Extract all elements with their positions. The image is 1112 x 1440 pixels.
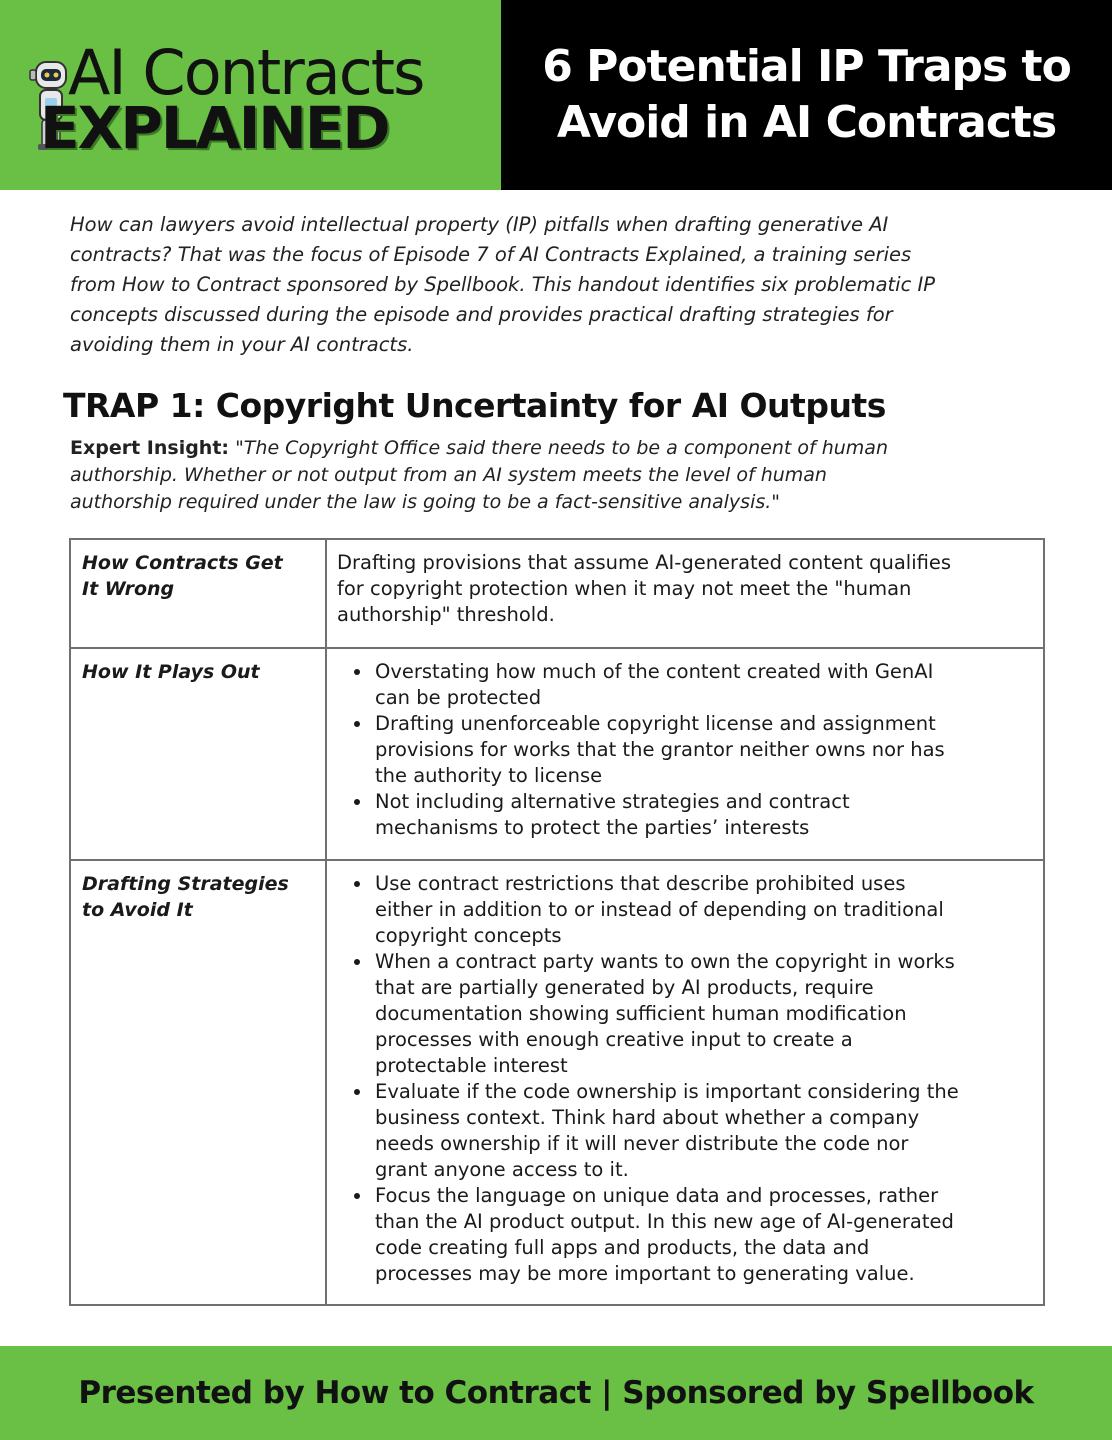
intro-line: concepts discussed during the episode and provides practical drafting strategies for: [70, 303, 893, 326]
header-title-panel: [501, 0, 1112, 190]
expert-insight-quote-line: "The Copyright Office said there needs to be a component of human: [235, 437, 888, 459]
bullet-line: protectable interest: [375, 1054, 568, 1077]
bullet-line: that are partially generated by AI products, require: [375, 976, 874, 999]
bullet-icon: [354, 881, 360, 887]
intro-paragraph: [70, 210, 1060, 360]
bullet-line: When a contract party wants to own the copyright in works: [375, 950, 955, 973]
bullet-icon: [354, 1089, 360, 1095]
bullet-line: than the AI product output. In this new age of AI-generated: [375, 1210, 954, 1233]
bullet-line: business context. Think hard about whether a company: [375, 1106, 920, 1129]
bullet-icon: [354, 799, 360, 805]
row-label-line: How It Plays Out: [82, 661, 260, 683]
row-content: [326, 539, 1044, 648]
bullet-line: Drafting unenforceable copyright license and assignment: [375, 712, 936, 735]
list-item: [337, 1183, 1033, 1287]
row-text-line: authorship" threshold.: [337, 603, 555, 626]
bullet-list: [337, 871, 1033, 1287]
bullet-line: processes may be more important to generating value.: [375, 1262, 915, 1285]
row-content: [326, 648, 1044, 860]
bullet-icon: [354, 721, 360, 727]
list-item: [337, 949, 1033, 1079]
bullet-line: can be protected: [375, 686, 542, 709]
expert-insight-label: Expert Insight:: [70, 437, 230, 459]
bullet-line: Focus the language on unique data and processes, rather: [375, 1184, 939, 1207]
bullet-line: grant anyone access to it.: [375, 1158, 629, 1181]
row-label-line: It Wrong: [82, 578, 175, 600]
table-row: [70, 860, 1044, 1305]
expert-insight: [70, 435, 1060, 516]
list-item: [337, 871, 1033, 949]
footer-banner: [0, 1346, 1112, 1440]
row-label: [70, 539, 326, 648]
list-item: [337, 1079, 1033, 1183]
bullet-line: copyright concepts: [375, 924, 562, 947]
trap-heading: TRAP 1: Copyright Uncertainty for AI Outputs: [63, 386, 886, 425]
bullet-line: either in addition to or instead of depending on traditional: [375, 898, 944, 921]
bullet-line: mechanisms to protect the parties’ interests: [375, 816, 810, 839]
bullet-line: the authority to license: [375, 764, 603, 787]
list-item: [337, 789, 1033, 841]
table-row: [70, 648, 1044, 860]
expert-insight-quote-line: authorship required under the law is going to be a fact-sensitive analysis.": [70, 491, 781, 513]
row-label: [70, 860, 326, 1305]
bullet-list: [337, 659, 1033, 841]
header-banner: [0, 0, 1112, 190]
bullet-icon: [354, 669, 360, 675]
logo-panel: [0, 0, 501, 190]
bullet-icon: [354, 1193, 360, 1199]
row-text-line: for copyright protection when it may not meet the "human: [337, 577, 912, 600]
logo-title-bottom: EXPLAINED: [40, 94, 389, 162]
intro-line: How can lawyers avoid intellectual property (IP) pitfalls when drafting generative AI: [70, 213, 889, 236]
bullet-line: Evaluate if the code ownership is important considering the: [375, 1080, 959, 1103]
row-label-line: Drafting Strategies: [82, 873, 289, 895]
intro-line: contracts? That was the focus of Episode 7 of AI Contracts Explained, a training series: [70, 243, 912, 266]
trap-table: [69, 538, 1045, 1306]
header-title-line-1: 6 Potential IP Traps to: [542, 41, 1071, 92]
list-item: [337, 659, 1033, 711]
bullet-line: Not including alternative strategies and contract: [375, 790, 850, 813]
bullet-line: code creating full apps and products, the data and: [375, 1236, 870, 1259]
bullet-line: Use contract restrictions that describe prohibited uses: [375, 872, 906, 895]
bullet-line: processes with enough creative input to create a: [375, 1028, 853, 1051]
row-label-line: How Contracts Get: [82, 552, 283, 574]
intro-line: avoiding them in your AI contracts.: [70, 333, 414, 356]
expert-insight-quote-line: authorship. Whether or not output from an AI system meets the level of human: [70, 464, 827, 486]
list-item: [337, 711, 1033, 789]
bullet-line: needs ownership if it will never distribute the code nor: [375, 1132, 909, 1155]
intro-line: from How to Contract sponsored by Spellbook. This handout identifies six problematic IP: [70, 273, 936, 296]
row-text-line: Drafting provisions that assume AI-generated content qualifies: [337, 551, 952, 574]
footer-credit: Presented by How to Contract | Sponsored by Spellbook: [78, 1375, 1034, 1411]
header-title-line-2: Avoid in AI Contracts: [556, 97, 1057, 148]
bullet-line: provisions for works that the grantor neither owns nor has: [375, 738, 945, 761]
logo-title-top: AI Contracts: [68, 36, 424, 109]
table-row: [70, 539, 1044, 648]
bullet-line: documentation showing sufficient human modification: [375, 1002, 907, 1025]
row-label-line: to Avoid It: [82, 899, 193, 921]
row-label: [70, 648, 326, 860]
bullet-line: Overstating how much of the content created with GenAI: [375, 660, 934, 683]
bullet-icon: [354, 959, 360, 965]
row-content: [326, 860, 1044, 1305]
